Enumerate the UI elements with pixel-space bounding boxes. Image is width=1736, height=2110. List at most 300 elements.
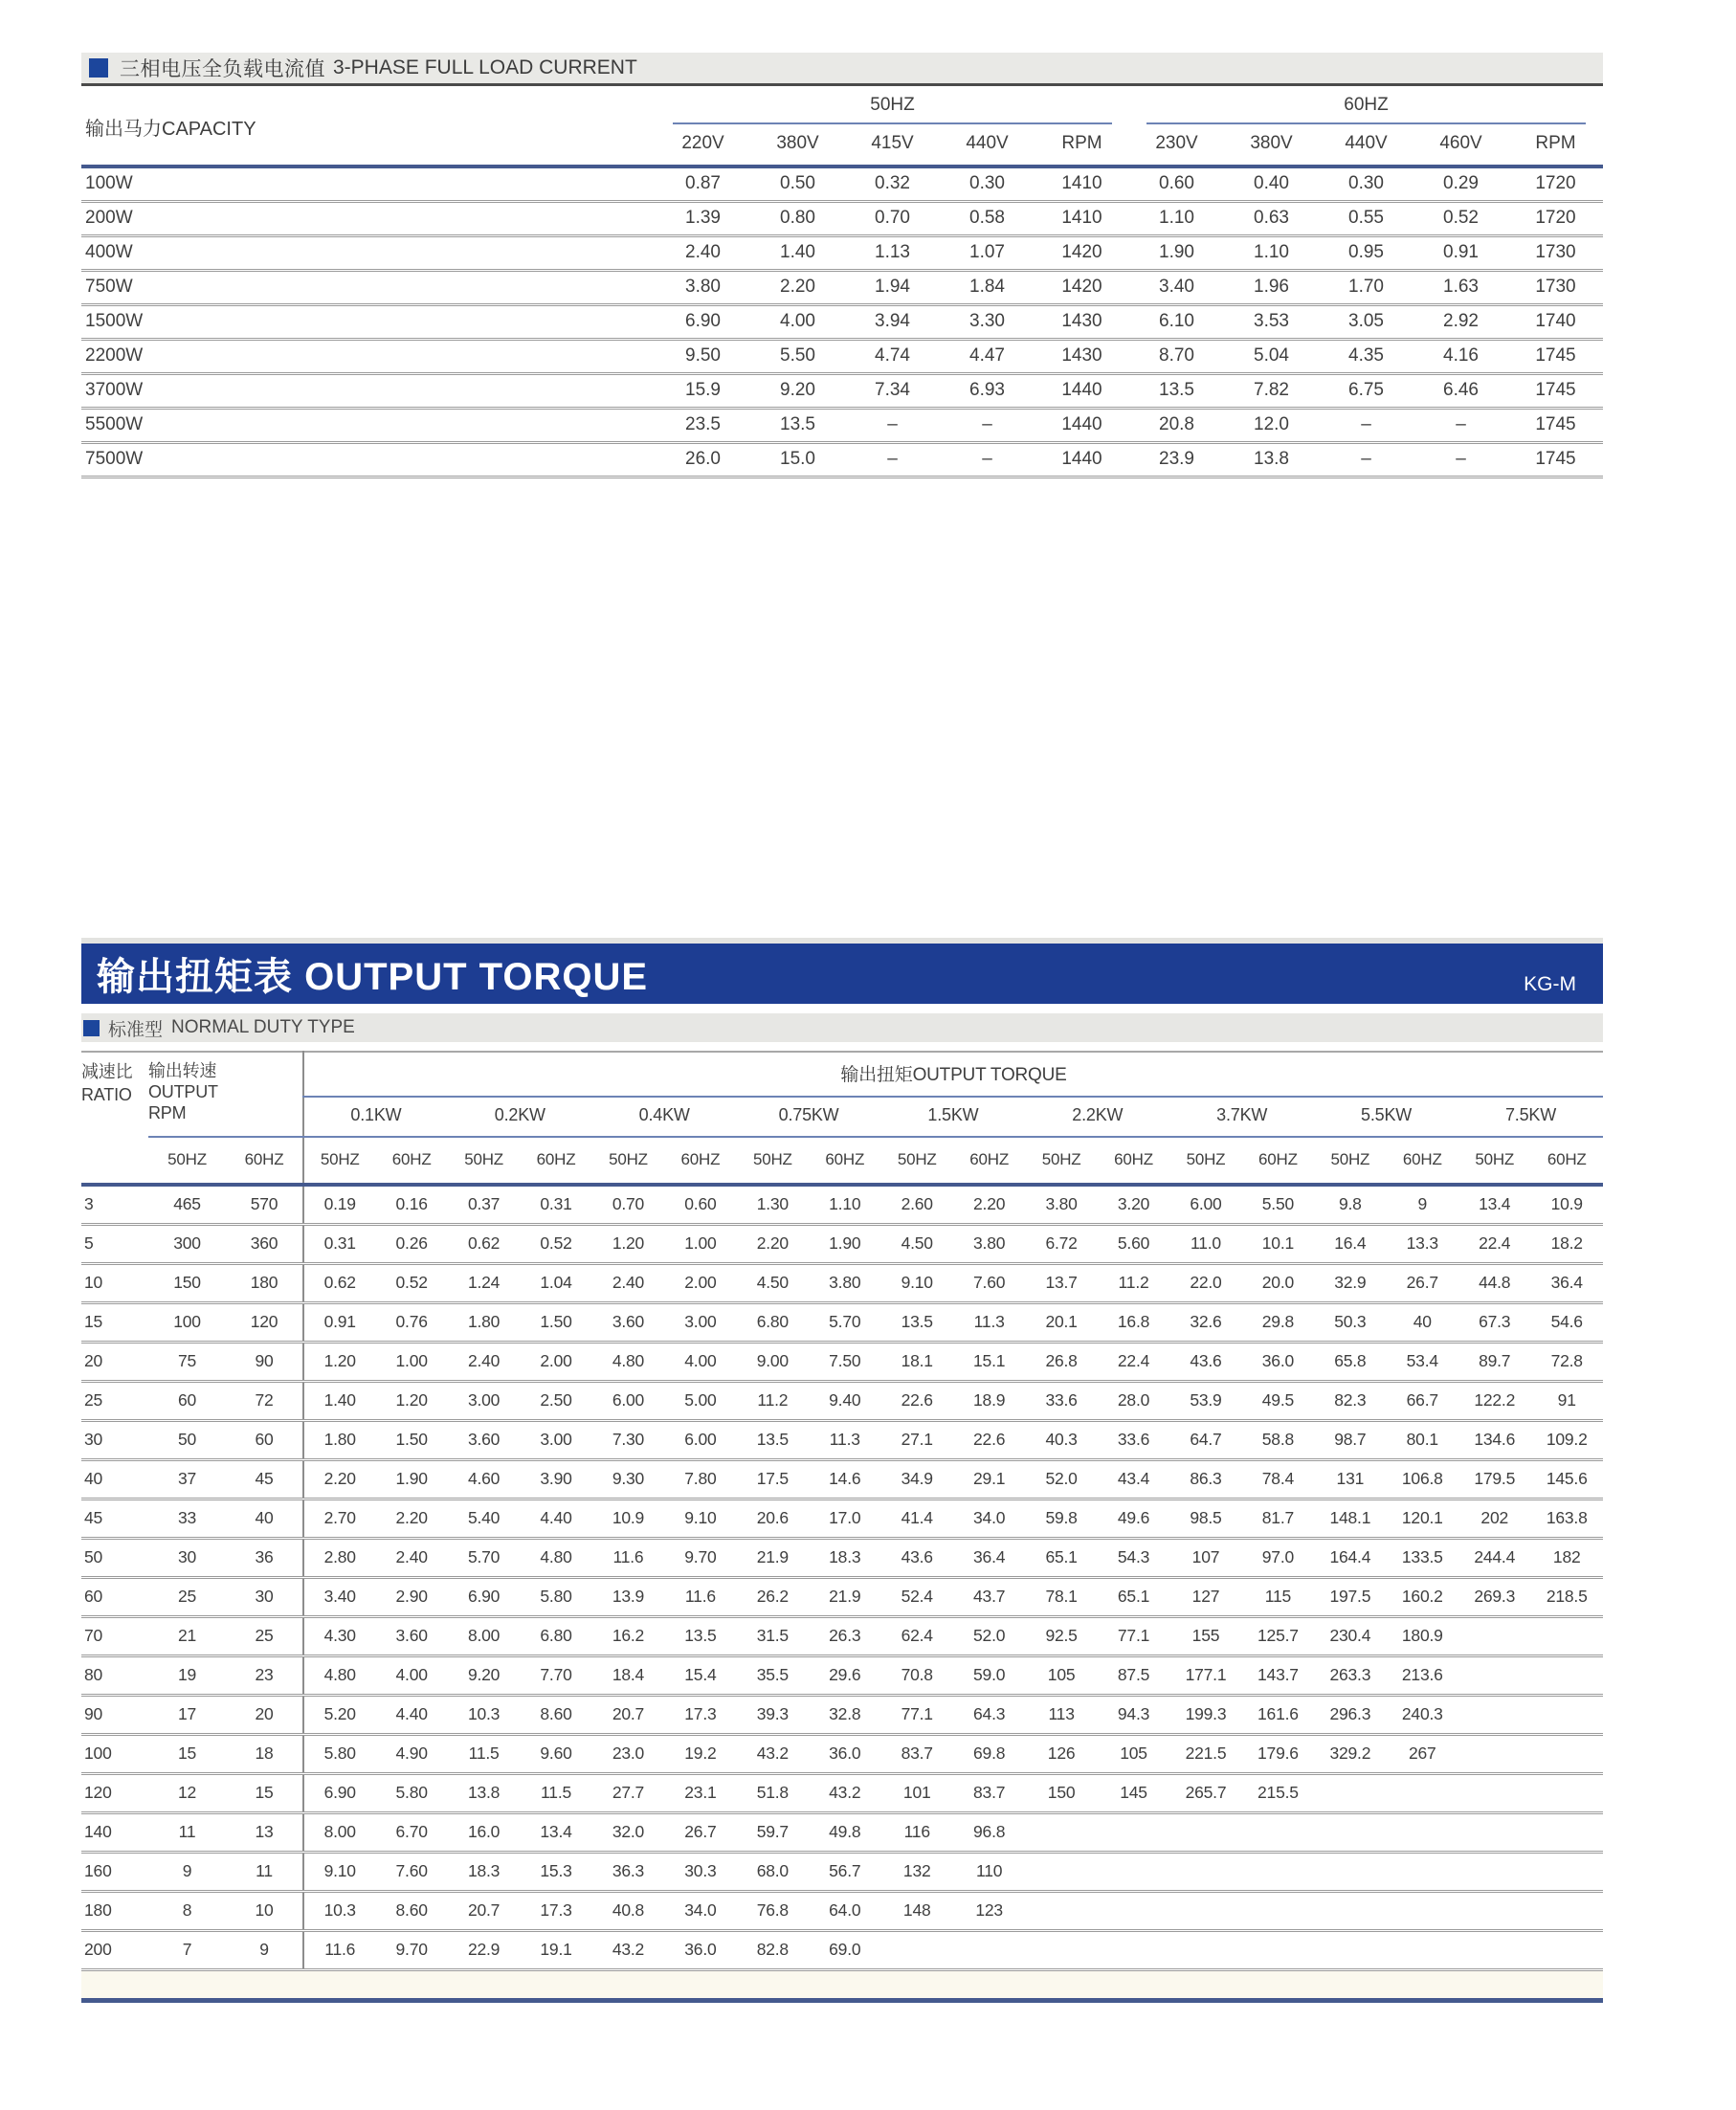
current-value-cell: 7.34 <box>845 374 940 409</box>
torque-value-cell: 33.6 <box>1098 1421 1169 1460</box>
torque-value-cell: 127 <box>1169 1578 1241 1617</box>
group-header-50hz <box>656 88 1129 124</box>
group-label-50hz: 50HZ <box>673 93 1112 124</box>
torque-value-cell: 16.0 <box>448 1813 520 1853</box>
voltage-column-header: 440V <box>940 124 1035 167</box>
torque-value-cell: 59.8 <box>1025 1499 1097 1539</box>
current-value-cell: 0.30 <box>1319 167 1413 202</box>
torque-value-cell: 4.40 <box>375 1696 447 1735</box>
torque-value-cell: 5.70 <box>448 1539 520 1578</box>
torque-value-cell: 3.80 <box>953 1225 1025 1264</box>
current-value-cell: 4.35 <box>1319 340 1413 374</box>
torque-value-cell: 125.7 <box>1242 1617 1314 1656</box>
torque-value-cell: 15.3 <box>520 1853 591 1892</box>
torque-value-cell: 52.4 <box>881 1578 953 1617</box>
ratio-cell: 180 <box>81 1892 148 1931</box>
current-value-cell: 5.50 <box>750 340 845 374</box>
ratio-column-header <box>81 1052 148 1185</box>
current-value-cell: 6.90 <box>656 305 750 340</box>
torque-value-cell: 77.1 <box>1098 1617 1169 1656</box>
torque-value-cell: 230.4 <box>1314 1617 1386 1656</box>
torque-value-cell: 0.52 <box>520 1225 591 1264</box>
rpm-cell: 37 <box>148 1460 226 1499</box>
torque-value-cell: 26.3 <box>809 1617 880 1656</box>
torque-value-cell: 7.60 <box>375 1853 447 1892</box>
current-table-row <box>81 409 1603 443</box>
torque-value-cell: 36.0 <box>1242 1343 1314 1382</box>
rpm-cell: 570 <box>226 1185 303 1225</box>
torque-value-cell: 69.0 <box>809 1931 880 1970</box>
hz-column-header: 50HZ <box>737 1137 809 1185</box>
torque-value-cell <box>1387 1813 1458 1853</box>
current-value-cell: 1440 <box>1035 374 1129 409</box>
current-value-cell: 1.13 <box>845 236 940 271</box>
torque-value-cell <box>1458 1813 1530 1853</box>
current-value-cell: 23.5 <box>656 409 750 443</box>
torque-value-cell: 32.8 <box>809 1696 880 1735</box>
torque-value-cell: 19.1 <box>520 1931 591 1970</box>
rpm-cell: 36 <box>226 1539 303 1578</box>
torque-value-cell: 2.90 <box>375 1578 447 1617</box>
current-value-cell: 1.70 <box>1319 271 1413 305</box>
current-value-cell: 3.05 <box>1319 305 1413 340</box>
torque-value-cell: 80.1 <box>1387 1421 1458 1460</box>
torque-value-cell: 3.00 <box>520 1421 591 1460</box>
torque-value-cell: 9.00 <box>737 1343 809 1382</box>
current-table-row <box>81 167 1603 202</box>
torque-value-cell: 1.20 <box>375 1382 447 1421</box>
hz-column-header: 60HZ <box>375 1137 447 1185</box>
rpm-cell: 360 <box>226 1225 303 1264</box>
torque-value-cell: 1.50 <box>520 1303 591 1343</box>
capacity-cell: 7500W <box>81 443 656 478</box>
torque-value-cell: 9 <box>1387 1185 1458 1225</box>
rpm-cell: 11 <box>226 1853 303 1892</box>
rpm-cell: 100 <box>148 1303 226 1343</box>
voltage-column-header: 230V <box>1129 124 1224 167</box>
torque-value-cell: 11.2 <box>737 1382 809 1421</box>
torque-table-row <box>81 1499 1603 1539</box>
torque-value-cell: 1.90 <box>809 1225 880 1264</box>
torque-value-cell: 43.2 <box>592 1931 664 1970</box>
torque-value-cell: 15.1 <box>953 1343 1025 1382</box>
torque-table-row <box>81 1303 1603 1343</box>
torque-value-cell: 13.8 <box>448 1774 520 1813</box>
torque-value-cell: 72.8 <box>1530 1343 1603 1382</box>
torque-value-cell: 1.00 <box>664 1225 736 1264</box>
torque-value-cell: 2.20 <box>953 1185 1025 1225</box>
hz-column-header: 60HZ <box>1387 1137 1458 1185</box>
torque-value-cell: 2.40 <box>592 1264 664 1303</box>
rpm-label-en1: OUTPUT <box>148 1082 218 1101</box>
torque-value-cell: 32.9 <box>1314 1264 1386 1303</box>
torque-value-cell: 4.90 <box>375 1735 447 1774</box>
torque-value-cell <box>1530 1696 1603 1735</box>
torque-value-cell: 2.50 <box>520 1382 591 1421</box>
torque-value-cell: 51.8 <box>737 1774 809 1813</box>
rpm-cell: 120 <box>226 1303 303 1343</box>
current-value-cell: 1430 <box>1035 305 1129 340</box>
ratio-cell: 200 <box>81 1931 148 1970</box>
torque-value-cell: 96.8 <box>953 1813 1025 1853</box>
torque-value-cell: 8.00 <box>448 1617 520 1656</box>
torque-value-cell: 83.7 <box>953 1774 1025 1813</box>
rpm-cell: 11 <box>148 1813 226 1853</box>
torque-value-cell: 41.4 <box>881 1499 953 1539</box>
torque-table-row <box>81 1421 1603 1460</box>
torque-value-cell: 7.70 <box>520 1656 591 1696</box>
torque-value-cell: 23.0 <box>592 1735 664 1774</box>
current-value-cell: – <box>1413 409 1508 443</box>
current-value-cell: 1.84 <box>940 271 1035 305</box>
ratio-cell: 70 <box>81 1617 148 1656</box>
torque-value-cell: 32.0 <box>592 1813 664 1853</box>
torque-value-cell <box>1458 1617 1530 1656</box>
torque-value-cell: 9.30 <box>592 1460 664 1499</box>
torque-value-cell: 58.8 <box>1242 1421 1314 1460</box>
hz-column-header: 60HZ <box>1098 1137 1169 1185</box>
torque-value-cell: 31.5 <box>737 1617 809 1656</box>
rpm-cell: 20 <box>226 1696 303 1735</box>
torque-value-cell: 14.6 <box>809 1460 880 1499</box>
torque-value-cell: 0.16 <box>375 1185 447 1225</box>
torque-title-en: OUTPUT TORQUE <box>912 1065 1067 1085</box>
current-value-cell: 1730 <box>1508 271 1603 305</box>
current-value-cell: 15.0 <box>750 443 845 478</box>
current-value-cell: 0.58 <box>940 202 1035 236</box>
torque-value-cell: 1.24 <box>448 1264 520 1303</box>
current-value-cell: 0.87 <box>656 167 750 202</box>
current-value-cell: – <box>845 409 940 443</box>
torque-value-cell: 0.31 <box>520 1185 591 1225</box>
torque-value-cell: 4.00 <box>664 1343 736 1382</box>
torque-value-cell: 11.5 <box>520 1774 591 1813</box>
torque-value-cell: 0.19 <box>303 1185 375 1225</box>
torque-value-cell <box>1530 1774 1603 1813</box>
current-value-cell: 1745 <box>1508 409 1603 443</box>
torque-value-cell: 13.5 <box>737 1421 809 1460</box>
group-header-60hz <box>1129 88 1603 124</box>
rpm-cell: 150 <box>148 1264 226 1303</box>
rpm-cell: 33 <box>148 1499 226 1539</box>
torque-value-cell <box>1169 1813 1241 1853</box>
torque-value-cell: 15.4 <box>664 1656 736 1696</box>
voltage-column-header: 380V <box>1224 124 1319 167</box>
hz-column-header: 60HZ <box>520 1137 591 1185</box>
torque-value-cell: 22.6 <box>953 1421 1025 1460</box>
torque-value-cell: 110 <box>953 1853 1025 1892</box>
torque-value-cell: 43.7 <box>953 1578 1025 1617</box>
torque-value-cell: 240.3 <box>1387 1696 1458 1735</box>
torque-value-cell: 32.6 <box>1169 1303 1241 1343</box>
capacity-column-header: 输出马力CAPACITY <box>81 88 656 167</box>
torque-table-row <box>81 1343 1603 1382</box>
ratio-cell: 120 <box>81 1774 148 1813</box>
rpm-cell: 25 <box>148 1578 226 1617</box>
torque-value-cell <box>1025 1931 1097 1970</box>
rpm-cell: 40 <box>226 1499 303 1539</box>
torque-value-cell: 49.5 <box>1242 1382 1314 1421</box>
current-value-cell: 13.5 <box>750 409 845 443</box>
torque-value-cell: 6.00 <box>592 1382 664 1421</box>
current-value-cell: 2.20 <box>750 271 845 305</box>
torque-value-cell: 53.9 <box>1169 1382 1241 1421</box>
torque-value-cell: 43.2 <box>809 1774 880 1813</box>
torque-value-cell: 113 <box>1025 1696 1097 1735</box>
rpm-cell: 7 <box>148 1931 226 1970</box>
torque-value-cell <box>1458 1931 1530 1970</box>
torque-value-cell: 26.7 <box>1387 1264 1458 1303</box>
current-table-row <box>81 305 1603 340</box>
torque-title-header <box>303 1052 1603 1097</box>
torque-value-cell: 6.00 <box>1169 1185 1241 1225</box>
current-table-row <box>81 340 1603 374</box>
torque-hz-row <box>81 1137 1603 1185</box>
torque-value-cell: 17.0 <box>809 1499 880 1539</box>
torque-value-cell: 1.04 <box>520 1264 591 1303</box>
torque-value-cell: 20.7 <box>592 1696 664 1735</box>
torque-value-cell: 13.4 <box>520 1813 591 1853</box>
current-value-cell: 0.40 <box>1224 167 1319 202</box>
torque-value-cell: 265.7 <box>1169 1774 1241 1813</box>
torque-value-cell: 0.31 <box>303 1225 375 1264</box>
output-torque-banner-title <box>97 946 648 1001</box>
torque-value-cell: 82.8 <box>737 1931 809 1970</box>
torque-value-cell: 106.8 <box>1387 1460 1458 1499</box>
current-value-cell: – <box>940 443 1035 478</box>
torque-table-row <box>81 1931 1603 1970</box>
torque-value-cell: 215.5 <box>1242 1774 1314 1813</box>
hz-column-header: 60HZ <box>953 1137 1025 1185</box>
torque-value-cell: 18.2 <box>1530 1225 1603 1264</box>
torque-value-cell: 9.40 <box>809 1382 880 1421</box>
torque-value-cell: 4.40 <box>520 1499 591 1539</box>
kw-group-header: 0.75KW <box>737 1097 881 1137</box>
torque-value-cell: 0.52 <box>375 1264 447 1303</box>
torque-value-cell: 105 <box>1098 1735 1169 1774</box>
torque-value-cell: 49.8 <box>809 1813 880 1853</box>
torque-value-cell: 65.8 <box>1314 1343 1386 1382</box>
torque-value-cell <box>1314 1892 1386 1931</box>
torque-value-cell: 2.20 <box>375 1499 447 1539</box>
output-rpm-column-header <box>148 1052 303 1137</box>
torque-value-cell: 22.9 <box>448 1931 520 1970</box>
current-value-cell: 1430 <box>1035 340 1129 374</box>
current-group-row <box>81 88 1603 124</box>
torque-value-cell: 11.2 <box>1098 1264 1169 1303</box>
torque-value-cell: 13.3 <box>1387 1225 1458 1264</box>
torque-value-cell <box>1458 1656 1530 1696</box>
current-value-cell: 6.46 <box>1413 374 1508 409</box>
torque-value-cell: 17.3 <box>664 1696 736 1735</box>
current-value-cell: – <box>1319 409 1413 443</box>
torque-value-cell <box>1314 1853 1386 1892</box>
kw-group-header: 0.1KW <box>303 1097 448 1137</box>
torque-value-cell: 26.8 <box>1025 1343 1097 1382</box>
torque-value-cell: 218.5 <box>1530 1578 1603 1617</box>
torque-table-row <box>81 1382 1603 1421</box>
torque-value-cell: 65.1 <box>1025 1539 1097 1578</box>
torque-value-cell: 134.6 <box>1458 1421 1530 1460</box>
torque-value-cell: 6.70 <box>375 1813 447 1853</box>
torque-value-cell <box>1530 1853 1603 1892</box>
torque-value-cell: 133.5 <box>1387 1539 1458 1578</box>
page-content <box>81 0 1603 2003</box>
normal-duty-type-en: NORMAL DUTY TYPE <box>171 1017 355 1037</box>
current-value-cell: 0.32 <box>845 167 940 202</box>
current-value-cell: 9.50 <box>656 340 750 374</box>
voltage-column-header: RPM <box>1035 124 1129 167</box>
current-value-cell: 6.75 <box>1319 374 1413 409</box>
torque-value-cell: 19.2 <box>664 1735 736 1774</box>
torque-value-cell: 53.4 <box>1387 1343 1458 1382</box>
torque-value-cell: 17.5 <box>737 1460 809 1499</box>
torque-value-cell: 82.3 <box>1314 1382 1386 1421</box>
torque-value-cell: 26.2 <box>737 1578 809 1617</box>
torque-value-cell: 148 <box>881 1892 953 1931</box>
capacity-cell: 1500W <box>81 305 656 340</box>
torque-value-cell: 5.70 <box>809 1303 880 1343</box>
rpm-cell: 23 <box>226 1656 303 1696</box>
torque-value-cell: 59.7 <box>737 1813 809 1853</box>
torque-value-cell: 1.30 <box>737 1185 809 1225</box>
torque-value-cell <box>1098 1813 1169 1853</box>
torque-value-cell: 50.3 <box>1314 1303 1386 1343</box>
kw-group-header: 3.7KW <box>1169 1097 1314 1137</box>
torque-value-cell: 34.0 <box>953 1499 1025 1539</box>
kw-group-header: 0.4KW <box>592 1097 737 1137</box>
torque-value-cell: 43.6 <box>881 1539 953 1578</box>
torque-value-cell: 4.60 <box>448 1460 520 1499</box>
torque-value-cell <box>1530 1617 1603 1656</box>
hz-column-header: 50HZ <box>881 1137 953 1185</box>
torque-value-cell: 1.10 <box>809 1185 880 1225</box>
current-value-cell: 1410 <box>1035 202 1129 236</box>
torque-value-cell: 65.1 <box>1098 1578 1169 1617</box>
hz-column-header: 60HZ <box>664 1137 736 1185</box>
current-value-cell: 4.74 <box>845 340 940 374</box>
current-value-cell: 0.30 <box>940 167 1035 202</box>
torque-value-cell: 20.0 <box>1242 1264 1314 1303</box>
rpm-cell: 60 <box>226 1421 303 1460</box>
rpm-cell: 17 <box>148 1696 226 1735</box>
torque-value-cell: 177.1 <box>1169 1656 1241 1696</box>
current-value-cell: 2.92 <box>1413 305 1508 340</box>
torque-value-cell: 20.1 <box>1025 1303 1097 1343</box>
torque-value-cell: 6.80 <box>520 1617 591 1656</box>
hz-column-header: 50HZ <box>1314 1137 1386 1185</box>
rpm-cell: 8 <box>148 1892 226 1931</box>
torque-value-cell: 27.7 <box>592 1774 664 1813</box>
rpm-cell: 19 <box>148 1656 226 1696</box>
torque-value-cell: 94.3 <box>1098 1696 1169 1735</box>
torque-value-cell: 163.8 <box>1530 1499 1603 1539</box>
hz-column-header: 60HZ <box>1242 1137 1314 1185</box>
torque-value-cell: 4.30 <box>303 1617 375 1656</box>
current-value-cell: 4.16 <box>1413 340 1508 374</box>
current-value-cell: 1420 <box>1035 271 1129 305</box>
torque-value-cell: 2.40 <box>448 1343 520 1382</box>
torque-value-cell <box>1098 1931 1169 1970</box>
torque-value-cell: 109.2 <box>1530 1421 1603 1460</box>
torque-value-cell: 6.80 <box>737 1303 809 1343</box>
torque-value-cell <box>953 1931 1025 1970</box>
current-value-cell: 1.10 <box>1224 236 1319 271</box>
rpm-cell: 72 <box>226 1382 303 1421</box>
rpm-cell: 18 <box>226 1735 303 1774</box>
torque-value-cell: 98.7 <box>1314 1421 1386 1460</box>
torque-value-cell: 10.9 <box>592 1499 664 1539</box>
torque-value-cell <box>1458 1853 1530 1892</box>
torque-value-cell: 59.0 <box>953 1656 1025 1696</box>
torque-value-cell: 29.8 <box>1242 1303 1314 1343</box>
hz-column-header: 50HZ <box>1025 1137 1097 1185</box>
torque-value-cell: 1.20 <box>303 1343 375 1382</box>
current-value-cell: 3.40 <box>1129 271 1224 305</box>
kw-group-header: 2.2KW <box>1025 1097 1169 1137</box>
torque-value-cell: 68.0 <box>737 1853 809 1892</box>
ratio-cell: 30 <box>81 1421 148 1460</box>
ratio-cell: 15 <box>81 1303 148 1343</box>
torque-value-cell: 18.3 <box>448 1853 520 1892</box>
torque-value-cell: 9.10 <box>303 1853 375 1892</box>
voltage-column-header: 380V <box>750 124 845 167</box>
rpm-cell: 90 <box>226 1343 303 1382</box>
torque-table-row <box>81 1735 1603 1774</box>
torque-value-cell: 6.90 <box>303 1774 375 1813</box>
torque-value-cell: 16.4 <box>1314 1225 1386 1264</box>
current-value-cell: 0.95 <box>1319 236 1413 271</box>
torque-value-cell: 267 <box>1387 1735 1458 1774</box>
torque-value-cell: 20.6 <box>737 1499 809 1539</box>
current-value-cell: 1720 <box>1508 202 1603 236</box>
torque-value-cell: 1.00 <box>375 1343 447 1382</box>
torque-value-cell: 64.0 <box>809 1892 880 1931</box>
voltage-column-header: 220V <box>656 124 750 167</box>
torque-value-cell: 23.1 <box>664 1774 736 1813</box>
current-value-cell: 1.40 <box>750 236 845 271</box>
current-value-cell: – <box>845 443 940 478</box>
torque-table-row <box>81 1225 1603 1264</box>
torque-value-cell: 13.5 <box>881 1303 953 1343</box>
ratio-label-cn: 减速比 <box>81 1062 133 1081</box>
torque-value-cell: 115 <box>1242 1578 1314 1617</box>
hz-column-header: 60HZ <box>226 1137 303 1185</box>
current-value-cell: 1740 <box>1508 305 1603 340</box>
current-value-cell: 2.40 <box>656 236 750 271</box>
hz-column-header: 60HZ <box>1530 1137 1603 1185</box>
current-value-cell: 0.70 <box>845 202 940 236</box>
torque-value-cell: 11.6 <box>664 1578 736 1617</box>
ratio-cell: 90 <box>81 1696 148 1735</box>
normal-duty-type-cn: 标准型 <box>108 1019 164 1040</box>
capacity-cell: 750W <box>81 271 656 305</box>
torque-value-cell: 3.00 <box>448 1382 520 1421</box>
hz-column-header: 60HZ <box>809 1137 880 1185</box>
torque-value-cell: 44.8 <box>1458 1264 1530 1303</box>
torque-value-cell: 0.62 <box>448 1225 520 1264</box>
torque-value-cell: 6.00 <box>664 1421 736 1460</box>
current-value-cell: 0.80 <box>750 202 845 236</box>
torque-value-cell: 91 <box>1530 1382 1603 1421</box>
torque-value-cell: 16.2 <box>592 1617 664 1656</box>
torque-value-cell: 263.3 <box>1314 1656 1386 1696</box>
torque-value-cell: 21.9 <box>737 1539 809 1578</box>
torque-value-cell: 5.80 <box>520 1578 591 1617</box>
torque-value-cell: 22.0 <box>1169 1264 1241 1303</box>
torque-value-cell: 5.60 <box>1098 1225 1169 1264</box>
ratio-cell: 160 <box>81 1853 148 1892</box>
